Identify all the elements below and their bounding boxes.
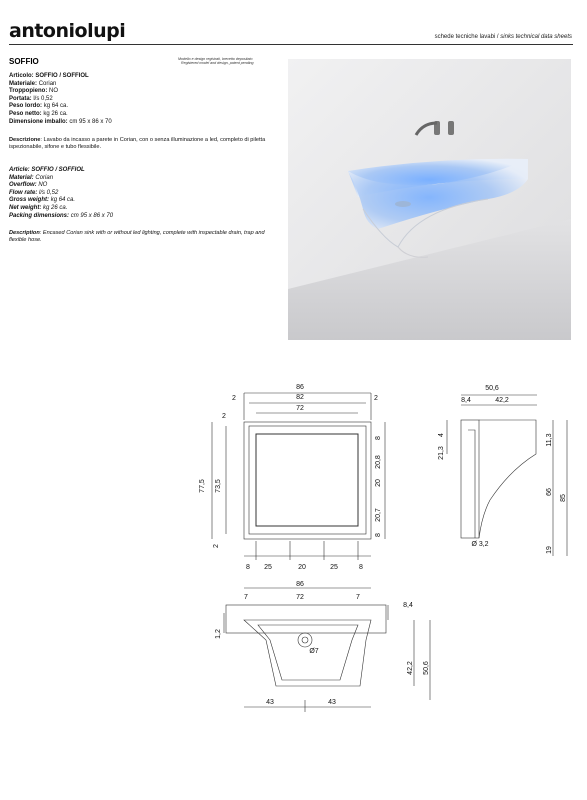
spec-label: Materiale: bbox=[9, 80, 38, 87]
product-name: SOFFIO bbox=[9, 57, 39, 66]
dim-side-w1: 8,4 bbox=[461, 397, 471, 404]
dim-front-margin-left: 2 bbox=[232, 395, 236, 402]
description-it-text: : Lavabo da incasso a parete in Corian, con o senza illuminazione a led, completo di piletta ispezionabile, sifone e tubo flessibile. bbox=[9, 137, 266, 151]
credit-line-it: Modello e design registrati, brevetto depositato bbox=[178, 57, 253, 61]
dim-side-h4: 66 bbox=[546, 488, 553, 496]
dim-side-width: 50,6 bbox=[485, 385, 499, 392]
dim-front-rv2: 20,8 bbox=[375, 455, 382, 469]
spec-value: cm 95 x 86 x 70 bbox=[70, 212, 114, 219]
spec-value: l/s 0,52 bbox=[33, 95, 53, 102]
dim-front-margin-right: 2 bbox=[374, 395, 378, 402]
dim-front-rv3: 20 bbox=[375, 479, 382, 487]
spec-value: kg 26 ca. bbox=[43, 204, 68, 211]
dim-side-diameter: Ø 3,2 bbox=[471, 541, 489, 548]
dim-front-bh1: 8 bbox=[246, 564, 250, 571]
spec-value: kg 64 ca. bbox=[50, 197, 76, 204]
dim-plan-d2: 50,6 bbox=[423, 661, 430, 675]
spec-value: kg 26 ca. bbox=[43, 110, 68, 117]
credit-line-en: Registered model and design, patent pending bbox=[181, 61, 254, 66]
dim-front-rv4: 20,7 bbox=[375, 508, 382, 522]
spec-value: Corian bbox=[38, 80, 57, 87]
dim-plan-inner: 72 bbox=[296, 594, 304, 601]
dim-side-w2: 42,2 bbox=[495, 397, 509, 404]
spec-label: Packing dimensions: bbox=[9, 212, 70, 219]
dim-side-h6: 19 bbox=[546, 546, 553, 554]
description-en-text: : Encased Corian sink with or without led lighting, complete with inspectable drain, trap and flexible hose. bbox=[9, 230, 265, 244]
dim-plan-margin-right: 7 bbox=[356, 594, 360, 601]
dim-plan-thickness: 1,2 bbox=[215, 629, 222, 639]
spec-value: SOFFIO / SOFFIOL bbox=[35, 73, 89, 79]
spec-label: Flow rate: bbox=[9, 189, 38, 196]
spec-value: l/s 0,52 bbox=[39, 189, 59, 196]
dim-front-bh2: 25 bbox=[264, 564, 272, 571]
header-note-it: schede tecniche lavabi / bbox=[434, 34, 499, 40]
spec-label: Article: bbox=[9, 167, 30, 173]
brand-logo: antoniolupi bbox=[9, 20, 126, 42]
dim-front-inner-width: 82 bbox=[296, 394, 304, 401]
dim-plan-half1: 43 bbox=[266, 699, 274, 706]
dim-front-overall-width: 86 bbox=[296, 384, 304, 391]
spec-label: Material: bbox=[9, 174, 34, 181]
dim-side-h3: 11,3 bbox=[546, 433, 553, 447]
dim-front-bh5: 8 bbox=[359, 564, 363, 571]
dim-side-h2: 21,3 bbox=[438, 446, 445, 460]
spec-label: Troppopieno: bbox=[9, 88, 48, 95]
dim-side-h1: 4 bbox=[438, 433, 445, 437]
spec-value: cm 95 x 86 x 70 bbox=[69, 118, 112, 125]
dim-front-margin-bottom: 2 bbox=[213, 544, 220, 548]
dim-front-overall-height: 77,5 bbox=[199, 479, 206, 493]
spec-value: Corian bbox=[35, 174, 54, 181]
spec-label: Articolo: bbox=[9, 73, 34, 79]
spec-value: SOFFIO / SOFFIOL bbox=[31, 167, 85, 173]
header-note-en: sinks technical data sheets bbox=[500, 34, 572, 40]
spec-label: Peso netto: bbox=[9, 110, 42, 117]
spec-label: Dimensione imballo: bbox=[9, 118, 68, 125]
dim-front-margin-top: 2 bbox=[222, 413, 226, 420]
dim-plan-width: 86 bbox=[296, 581, 304, 588]
description-en-label: Description bbox=[9, 230, 40, 236]
spec-label: Peso lordo: bbox=[9, 103, 43, 110]
spec-label: Portata: bbox=[9, 95, 32, 102]
dim-plan-half2: 43 bbox=[328, 699, 336, 706]
dim-plan-margin-left: 7 bbox=[244, 594, 248, 601]
dim-plan-d1: 42,2 bbox=[407, 661, 414, 675]
dim-front-bh4: 25 bbox=[330, 564, 338, 571]
dim-front-rv1: 8 bbox=[375, 436, 382, 440]
dim-front-inner-height: 73,5 bbox=[215, 479, 222, 493]
spec-value: NO bbox=[38, 182, 48, 189]
dim-side-h5: 85 bbox=[560, 494, 567, 502]
dim-front-basin-width: 72 bbox=[296, 405, 304, 412]
spec-value: NO bbox=[49, 88, 58, 95]
spec-label: Gross weight: bbox=[9, 197, 50, 204]
dim-front-bh3: 20 bbox=[298, 564, 306, 571]
dim-plan-drain: Ø7 bbox=[309, 648, 319, 655]
dim-plan-depth: 8,4 bbox=[403, 602, 413, 609]
spec-value: kg 64 ca. bbox=[43, 103, 69, 110]
spec-label: Overflow: bbox=[9, 182, 37, 189]
spec-label: Net weight: bbox=[9, 204, 42, 211]
dim-front-rv5: 8 bbox=[375, 533, 382, 537]
description-it-label: Descrizione bbox=[9, 137, 41, 143]
